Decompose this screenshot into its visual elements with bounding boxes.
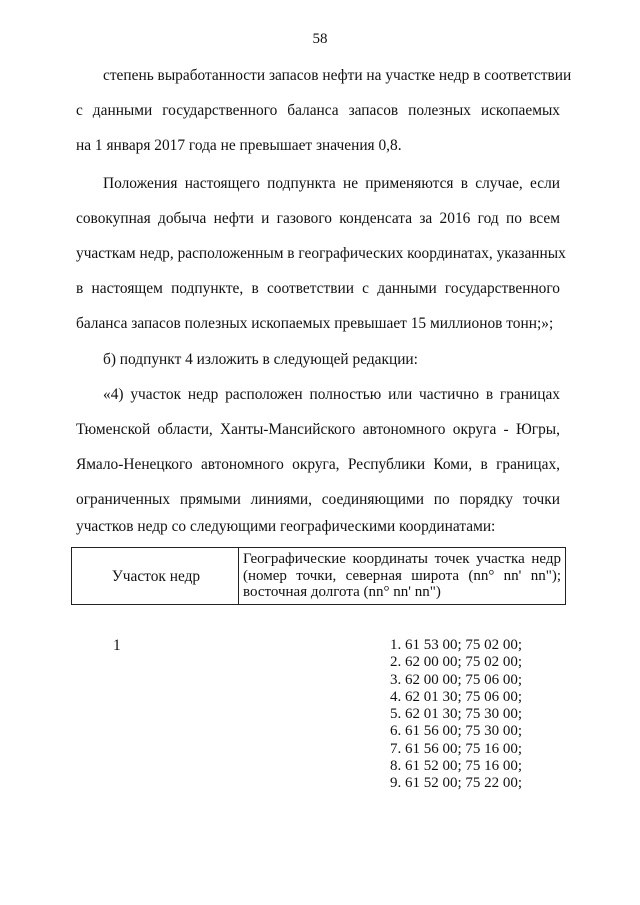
coordinates-table-header: [71, 547, 566, 605]
page-number: 58: [312, 31, 328, 47]
text-line: Тюменской области, Ханты-Мансийского автономного округа - Югры,: [76, 421, 560, 438]
header-line: Географические координаты точек участка недр: [243, 551, 561, 567]
text-line: на 1 января 2017 года не превышает значения 0,8.: [76, 137, 402, 154]
text-line: совокупная добыча нефти и газового конденсата за 2016 год по всем: [76, 210, 560, 227]
coordinate-point: 2. 62 00 00; 75 02 00;: [390, 654, 523, 671]
text-line: Положения настоящего подпункта не применяются в случае, если: [103, 175, 560, 192]
header-area-column: Участок недр: [111, 568, 201, 585]
text-line: участкам недр, расположенным в географических координатах, указанных: [76, 245, 566, 262]
text-line: с данными государственного баланса запасов полезных ископаемых: [76, 102, 560, 119]
coordinate-point: 3. 62 00 00; 75 06 00;: [390, 671, 523, 688]
coordinate-point: 8. 61 52 00; 75 16 00;: [390, 758, 523, 775]
coordinate-point: 4. 62 01 30; 75 06 00;: [390, 688, 523, 705]
header-coordinates-column: [243, 551, 561, 601]
header-line: (номер точки, северная широта (nn° nn' nn");: [243, 567, 561, 584]
text-line: ограниченных прямыми линиями, соединяющими по порядку точки: [76, 491, 560, 508]
area-number: 1: [113, 637, 121, 654]
text-line: баланса запасов полезных ископаемых превышает 15 миллионов тонн;»;: [76, 315, 554, 332]
header-line: восточная долгота (nn° nn' nn"): [243, 584, 441, 600]
coordinate-point: 1. 61 53 00; 75 02 00;: [390, 637, 523, 653]
coordinate-point: 7. 61 56 00; 75 16 00;: [390, 740, 523, 757]
text-line: степень выработанности запасов нефти на участке недр в соответствии: [103, 67, 572, 84]
text-line: б) подпункт 4 изложить в следующей редакции:: [103, 351, 418, 368]
text-line: в настоящем подпункте, в соответствии с данными государственного: [76, 280, 560, 297]
text-line: Ямало-Ненецкого автономного округа, Республики Коми, в границах,: [76, 456, 560, 473]
coordinate-point: 9. 61 52 00; 75 22 00;: [390, 775, 523, 792]
table-border: [565, 548, 566, 604]
coordinate-point: 6. 61 56 00; 75 30 00;: [390, 723, 523, 740]
text-line: «4) участок недр расположен полностью или частично в границах: [103, 386, 560, 403]
coordinate-points-list: [390, 637, 522, 793]
text-line: участков недр со следующими географическими координатами:: [76, 518, 496, 535]
coordinate-point: 5. 62 01 30; 75 30 00;: [390, 706, 523, 723]
